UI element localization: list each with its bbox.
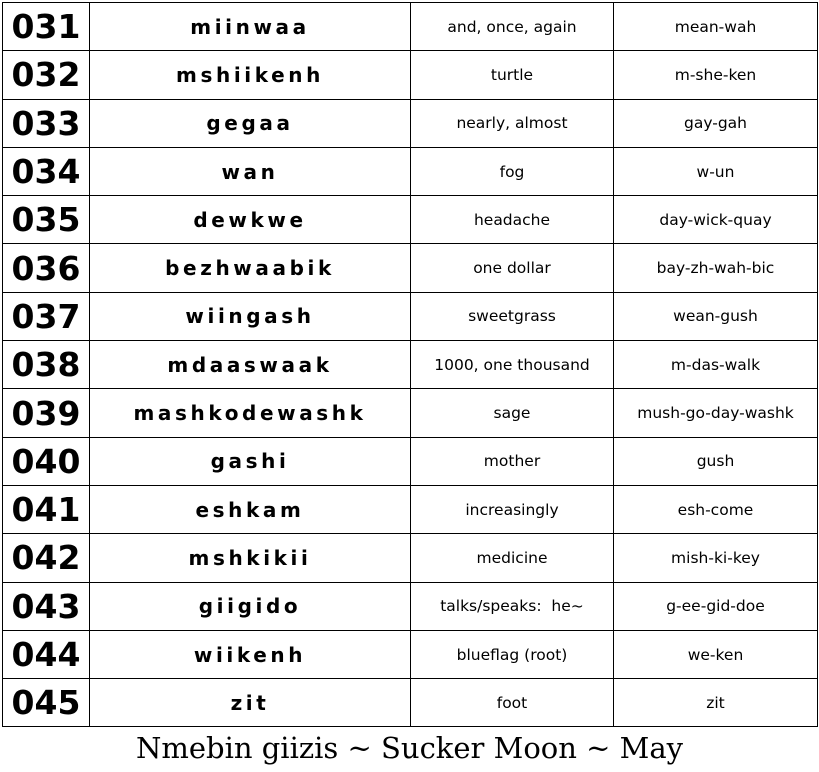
english-meaning: headache	[411, 196, 614, 244]
table-row	[3, 485, 818, 533]
entry-number: 031	[3, 3, 90, 51]
pronunciation: gush	[614, 437, 818, 485]
table-row	[3, 51, 818, 99]
pronunciation: mean-wah	[614, 3, 818, 51]
entry-number: 044	[3, 630, 90, 678]
ojibwe-word: wiikenh	[90, 630, 411, 678]
pronunciation: w-un	[614, 147, 818, 195]
ojibwe-word: gegaa	[90, 99, 411, 147]
pronunciation: zit	[614, 679, 818, 727]
entry-number: 034	[3, 147, 90, 195]
table-row	[3, 582, 818, 630]
table-row	[3, 679, 818, 727]
english-meaning: foot	[411, 679, 614, 727]
ojibwe-word: wiingash	[90, 292, 411, 340]
vocabulary-table	[2, 2, 818, 727]
ojibwe-word: dewkwe	[90, 196, 411, 244]
pronunciation: mish-ki-key	[614, 534, 818, 582]
table-row	[3, 292, 818, 340]
table-row	[3, 244, 818, 292]
ojibwe-word: miinwaa	[90, 3, 411, 51]
pronunciation: esh-come	[614, 485, 818, 533]
english-meaning: blueflag (root)	[411, 630, 614, 678]
pronunciation: gay-gah	[614, 99, 818, 147]
ojibwe-word: mashkodewashk	[90, 389, 411, 437]
ojibwe-word: bezhwaabik	[90, 244, 411, 292]
english-meaning: 1000, one thousand	[411, 341, 614, 389]
table-row	[3, 437, 818, 485]
pronunciation: bay-zh-wah-bic	[614, 244, 818, 292]
english-meaning: sage	[411, 389, 614, 437]
pronunciation: m-das-walk	[614, 341, 818, 389]
table-row	[3, 196, 818, 244]
english-meaning: sweetgrass	[411, 292, 614, 340]
pronunciation: m-she-ken	[614, 51, 818, 99]
english-meaning: and, once, again	[411, 3, 614, 51]
pronunciation: day-wick-quay	[614, 196, 818, 244]
table-row	[3, 534, 818, 582]
table-row	[3, 341, 818, 389]
entry-number: 041	[3, 485, 90, 533]
ojibwe-word: mshiikenh	[90, 51, 411, 99]
entry-number: 036	[3, 244, 90, 292]
entry-number: 040	[3, 437, 90, 485]
entry-number: 035	[3, 196, 90, 244]
entry-number: 032	[3, 51, 90, 99]
english-meaning: medicine	[411, 534, 614, 582]
entry-number: 043	[3, 582, 90, 630]
ojibwe-word: eshkam	[90, 485, 411, 533]
pronunciation: mush-go-day-washk	[614, 389, 818, 437]
english-meaning: one dollar	[411, 244, 614, 292]
ojibwe-word: wan	[90, 147, 411, 195]
entry-number: 039	[3, 389, 90, 437]
table-row	[3, 147, 818, 195]
page-caption: Nmebin giizis ~ Sucker Moon ~ May	[135, 731, 684, 765]
english-meaning: mother	[411, 437, 614, 485]
ojibwe-word: mdaaswaak	[90, 341, 411, 389]
english-meaning: talks/speaks: he~	[411, 582, 614, 630]
ojibwe-word: mshkikii	[90, 534, 411, 582]
table-row	[3, 3, 818, 51]
ojibwe-word: gashi	[90, 437, 411, 485]
english-meaning: nearly, almost	[411, 99, 614, 147]
english-meaning: fog	[411, 147, 614, 195]
vocabulary-table-body	[3, 3, 818, 727]
entry-number: 042	[3, 534, 90, 582]
entry-number: 038	[3, 341, 90, 389]
table-row	[3, 630, 818, 678]
entry-number: 037	[3, 292, 90, 340]
english-meaning: increasingly	[411, 485, 614, 533]
pronunciation: g-ee-gid-doe	[614, 582, 818, 630]
english-meaning: turtle	[411, 51, 614, 99]
ojibwe-word: giigido	[90, 582, 411, 630]
ojibwe-word: zit	[90, 679, 411, 727]
table-row	[3, 99, 818, 147]
entry-number: 033	[3, 99, 90, 147]
entry-number: 045	[3, 679, 90, 727]
pronunciation: wean-gush	[614, 292, 818, 340]
pronunciation: we-ken	[614, 630, 818, 678]
table-row	[3, 389, 818, 437]
